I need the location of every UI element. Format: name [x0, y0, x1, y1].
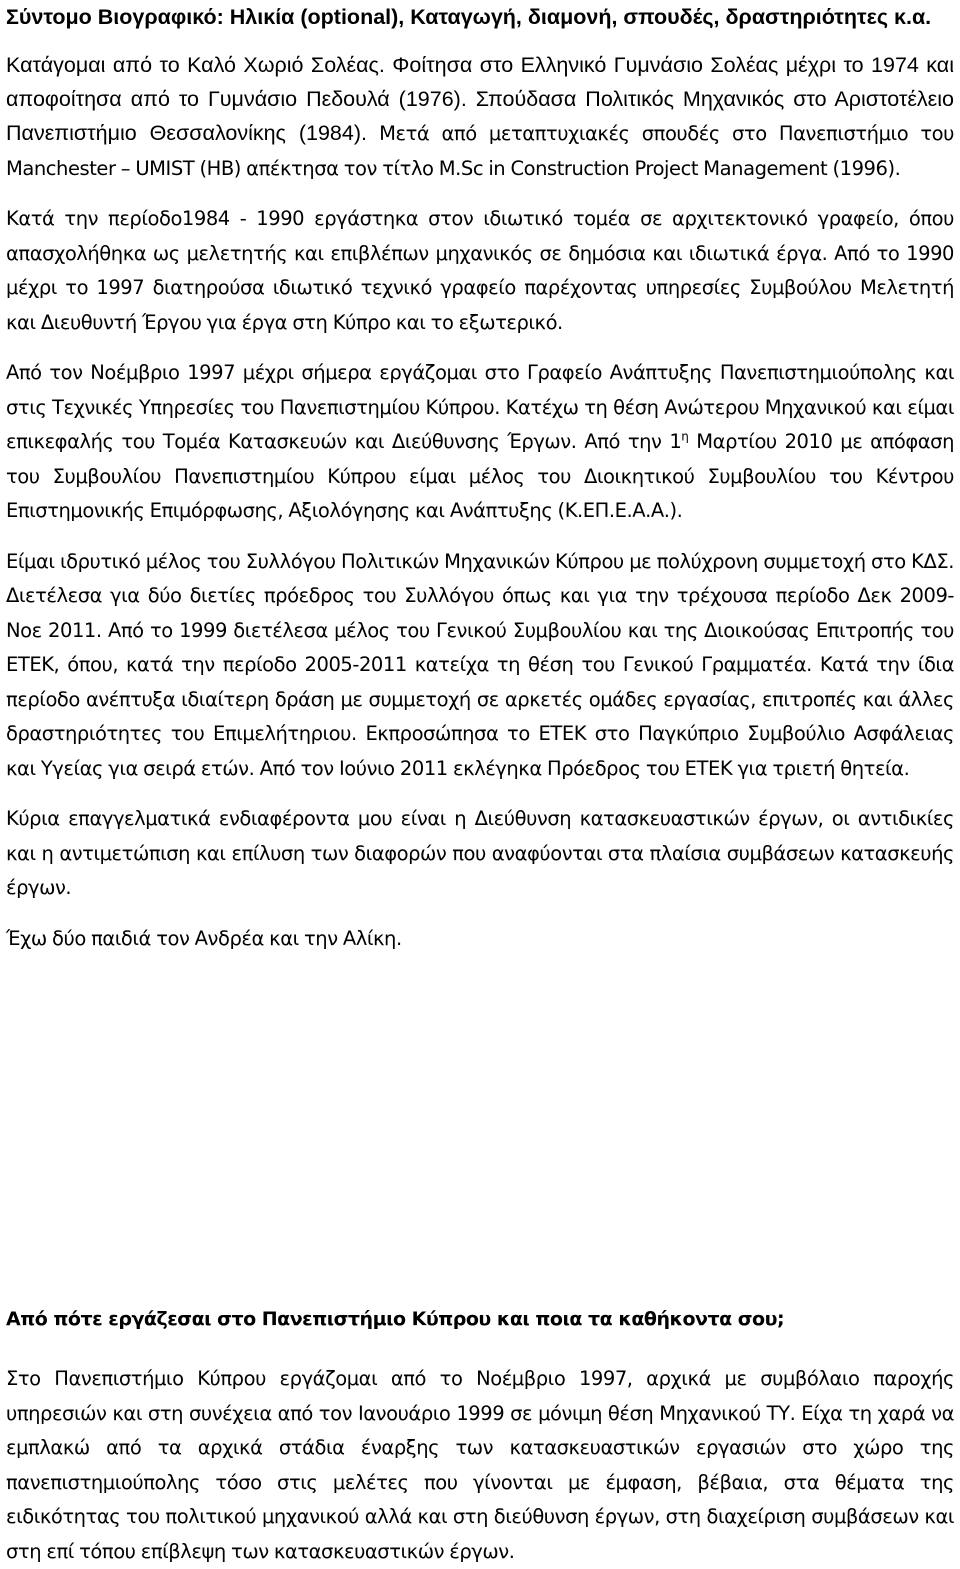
bio-paragraph-family: Έχω δύο παιδιά τον Ανδρέα και την Αλίκη. [6, 926, 402, 950]
bio-postgraduate-text: Μετά από μεταπτυχιακές σπουδές στο Πανεπιστήμιο του Manchester – UMIST (ΗΒ) απέκτησα τον τίτλο M.Sc in Construction Project Management (1996). [6, 122, 954, 180]
bio-paragraph-education [6, 48, 954, 186]
question-heading: Από πότε εργάζεσαι στο Πανεπιστήμιο Κύπρου και ποια τα καθήκοντα σου; [6, 1308, 785, 1330]
answer-paragraph: Στο Πανεπιστήμιο Κύπρου εργάζομαι από το Νοέμβριο 1997, αρχικά με συμβόλαιο παροχής υπηρεσιών και στη συνέχεια από τον Ιανουάριο 1999 σε μόνιμη θέση Μηχανικού ΤΥ. Είχα τη χαρά να εμπλακώ από τα αρχικά στάδια έναρξης των κατασκευαστικών εργασιών στο χώρο της πανεπιστημιούπολης τόσο στις μελέτες που γίνονται με έμφαση, βέβαια, στα θέματα της ειδικότητας του πολιτικού μηχανικού αλλά και στη διεύθυνση έργων, στη διαχείριση συμβάσεων και στη επί τόπου επίβλεψη των κατασκευαστικών έργων. [6, 1367, 954, 1563]
ordinal-superscript: η [681, 429, 689, 444]
document-page [6, 0, 954, 1563]
section-title: Σύντομο Βιογραφικό: Ηλικία (optional), Καταγωγή, διαμονή, σπουδές, δραστηριότητες κ.α. [6, 5, 932, 29]
bio-university-text-a: Από τον Νοέμβριο 1997 μέχρι σήμερα εργάζομαι στο Γραφείο Ανάπτυξης Πανεπιστημιούπολης και στις Τεχνικές Υπηρεσίες του Πανεπιστημίου Κύπρου. Κατέχω τη θέση Ανώτερου Μηχανικού και είμαι επικεφαλής του Τομέα Κατασκευών και Διεύθυνσης Έργων. Από την 1 [6, 361, 954, 453]
bio-paragraph-interests: Κύρια επαγγελματικά ενδιαφέροντα μου είναι η Διεύθυνση κατασκευαστικών έργων, οι αντιδικίες και η αντιμετώπιση και επίλυση των διαφορών που αναφύονται στα πλαίσια συμβάσεων κατασκευής έργων. [6, 807, 954, 899]
bio-paragraph-university [6, 356, 954, 529]
bio-education-text: Κατάγομαι από το Καλό Χωριό Σολέας. Φοίτησα στο Ελληνικό Γυμνάσιο Σολέας μέχρι το 1974 και αποφοίτησα από το Γυμνάσιο Πεδουλά (1976). Σπούδασα Πολιτικός Μηχανικός στο Αριστοτέλειο Πανεπιστήμιο Θεσσαλονίκης (1984). [6, 53, 954, 145]
bio-paragraph-associations: Είμαι ιδρυτικό μέλος του Συλλόγου Πολιτικών Μηχανικών Κύπρου με πολύχρονη συμμετοχή στο ΚΔΣ. Διετέλεσα για δύο διετίες πρόεδρος του Συλλόγου όπως και για την τρέχουσα περίοδο Δεκ 2009- Νοε 2011. Από το 1999 διετέλεσα μέλος του Γενικού Συμβουλίου και της Διοικούσας Επιτροπής του ΕΤΕΚ, όπου, κατά την περίοδο 2005-2011 κατείχα τη θέση του Γενικού Γραμματέα. Κατά την ίδια περίοδο ανέπτυξα ιδιαίτερη δράση με συμμετοχή σε αρκετές ομάδες εργασίας, επιτροπές και άλλες δραστηριότητες του Επιμελήτηριου. Εκπροσώπησα το ΕΤΕΚ στο Παγκύπριο Συμβούλιο Ασφάλειας και Υγείας για σειρά ετών. Από τον Ιούνιο 2011 εκλέγηκα Πρόεδρος του ΕΤΕΚ για τριετή θητεία. [6, 549, 954, 780]
bio-university-text-b: Μαρτίου 2010 με απόφαση του Συμβουλίου Πανεπιστημίου Κύπρου είμαι μέλος του Διοικητικού Συμβουλίου του Κέντρου Επιστημονικής Επιμόρφωσης, Αξιολόγησης και Ανάπτυξης (Κ.ΕΠ.Ε.Α.Α.). [6, 430, 954, 522]
bio-paragraph-early-career: Κατά την περίοδο1984 - 1990 εργάστηκα στον ιδιωτικό τομέα σε αρχιτεκτονικό γραφείο, όπου απασχολήθηκα ως μελετητής και επιβλέπων μηχανικός σε δημόσια και ιδιωτικά έργα. Από το 1990 μέχρι το 1997 διατηρούσα ιδιωτικό τεχνικό γραφείο παρέχοντας υπηρεσίες Συμβούλου Μελετητή και Διευθυντή Έργου για έργα στη Κύπρο και το εξωτερικό. [6, 207, 954, 334]
